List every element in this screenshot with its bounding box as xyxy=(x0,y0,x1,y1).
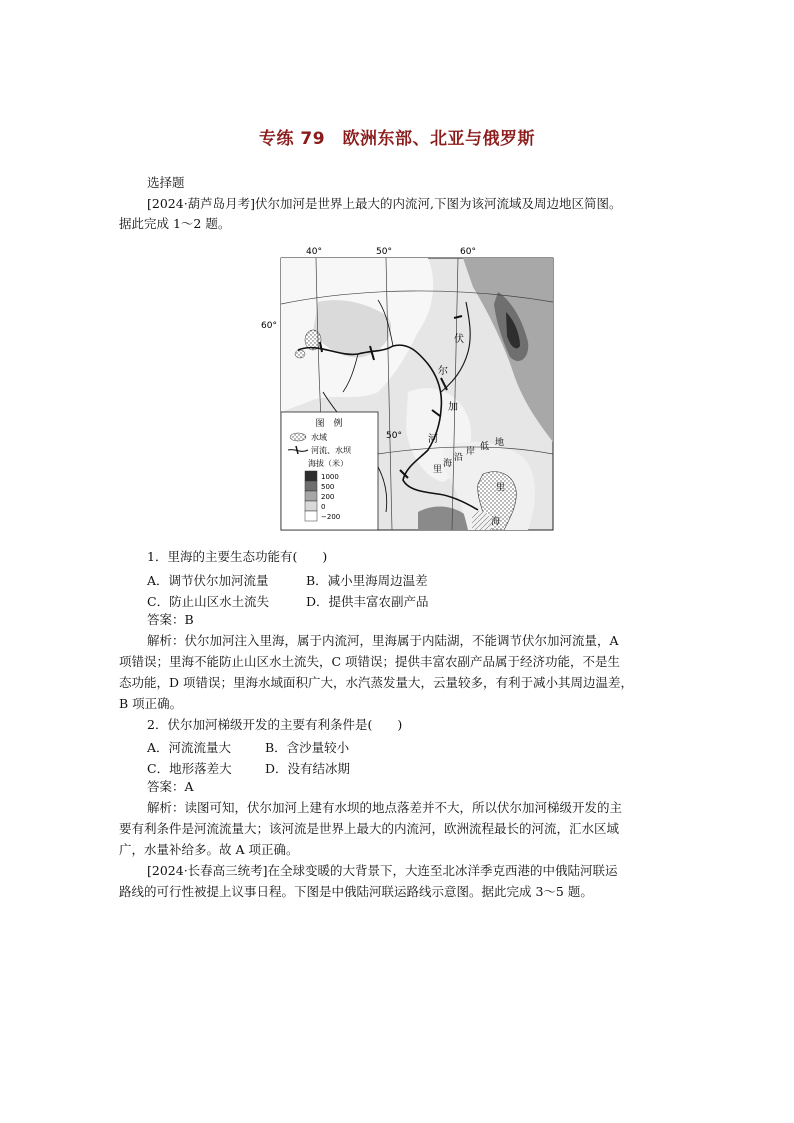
q1-option-d: D．提供丰富农副产品 xyxy=(306,594,429,609)
intro1-line2: 据此完成 1～2 题。 xyxy=(119,216,231,231)
elevation-label: 200 xyxy=(321,493,335,501)
intro2-line1: [2024·长春高三统考]在全球变暖的大背景下，大连至北冰洋季克西港的中俄陆河联运 xyxy=(147,863,618,878)
q1-analysis-line: B 项正确。 xyxy=(119,696,183,711)
q1-analysis-line: 项错误；里海不能防止山区水土流失，C 项错误；提供丰富农副产品属于经济功能，不是生 xyxy=(119,654,621,669)
lowland-label-char: 低 xyxy=(480,442,490,452)
q1-option-b: B．减小里海周边温差 xyxy=(306,573,428,588)
q1-stem: 1．里海的主要生态功能有( ) xyxy=(147,549,328,564)
legend-elevation-title: 海拔（米） xyxy=(308,459,348,468)
elevation-label: 1000 xyxy=(321,473,339,481)
elevation-label: −200 xyxy=(321,513,341,521)
lowland-label-char: 里 xyxy=(433,465,443,475)
legend-title: 图 例 xyxy=(315,419,343,429)
lowland-label-char: 沿 xyxy=(454,453,464,463)
lon-label-60: 60° xyxy=(460,247,476,257)
q2-answer: 答案：A xyxy=(147,779,194,794)
q1-option-c: C．防止山区水土流失 xyxy=(147,594,270,609)
sea-label-char: 里 xyxy=(496,483,506,493)
elevation-swatch xyxy=(305,491,317,501)
q2-analysis-line: 要有利条件是河流流量大；该河流是世界上最大的内流河，欧洲流程最长的河流，汇水区域 xyxy=(119,821,620,836)
q1-analysis-line: 态功能，D 项错误；里海水域面积广大，水汽蒸发量大，云量较多，有利于减小其周边温差， xyxy=(119,675,633,690)
lon-label-50: 50° xyxy=(376,247,392,257)
q1-option-a: A．调节伏尔加河流量 xyxy=(147,573,269,588)
elevation-label: 500 xyxy=(321,483,335,491)
legend-water: 水域 xyxy=(311,433,327,442)
intro2-line2: 路线的可行性被提上议事日程。下图是中俄陆河联运路线示意图。据此完成 3～5 题。 xyxy=(119,884,593,899)
water-swatch-icon xyxy=(290,433,306,441)
lowland-label-char: 海 xyxy=(443,459,453,469)
q2-option-c: C．地形落差大 xyxy=(147,761,232,776)
legend-river-dam: 河流、水坝 xyxy=(311,446,351,455)
page-title: 专练 79 欧洲东部、北亚与俄罗斯 xyxy=(258,129,536,149)
q1-analysis-line: 解析：伏尔加河注入里海，属于内流河，里海属于内陆湖，不能调节伏尔加河流量，A xyxy=(147,633,619,648)
q2-option-b: B．含沙量较小 xyxy=(265,740,350,755)
lowland-label-char: 岸 xyxy=(466,447,476,457)
q2-analysis-line: 广，水量补给多。故 A 项正确。 xyxy=(119,842,299,857)
river-label-char: 伏 xyxy=(454,334,464,345)
river-label-char: 尔 xyxy=(438,366,448,377)
map-legend xyxy=(281,412,378,530)
elevation-swatch xyxy=(305,501,317,511)
lat-label-50: 50° xyxy=(386,431,402,441)
section-heading: 选择题 xyxy=(147,175,185,190)
lat-label-60: 60° xyxy=(261,321,277,331)
q1-answer: 答案：B xyxy=(147,612,194,627)
volga-basin-map xyxy=(258,242,558,534)
river-label-char: 河 xyxy=(428,434,438,445)
q2-stem: 2．伏尔加河梯级开发的主要有利条件是( ) xyxy=(147,717,403,732)
lowland-label-char: 地 xyxy=(495,438,505,448)
intro1-line1: [2024·葫芦岛月考]伏尔加河是世界上最大的内流河,下图为该河流域及周边地区简图。 xyxy=(147,196,622,211)
lake-onega xyxy=(295,350,305,358)
sea-label-char: 海 xyxy=(491,517,501,527)
q2-option-d: D．没有结冰期 xyxy=(265,761,351,776)
lon-label-40: 40° xyxy=(306,247,322,257)
elevation-swatch xyxy=(305,511,317,521)
river-label-char: 加 xyxy=(448,402,458,413)
elevation-label: 0 xyxy=(321,503,326,511)
q2-option-a: A．河流流量大 xyxy=(147,740,232,755)
elevation-swatch xyxy=(305,471,317,481)
q2-analysis-line: 解析：读图可知，伏尔加河上建有水坝的地点落差并不大，所以伏尔加河梯级开发的主 xyxy=(147,800,623,815)
map-svg xyxy=(258,242,558,534)
elevation-swatch xyxy=(305,481,317,491)
